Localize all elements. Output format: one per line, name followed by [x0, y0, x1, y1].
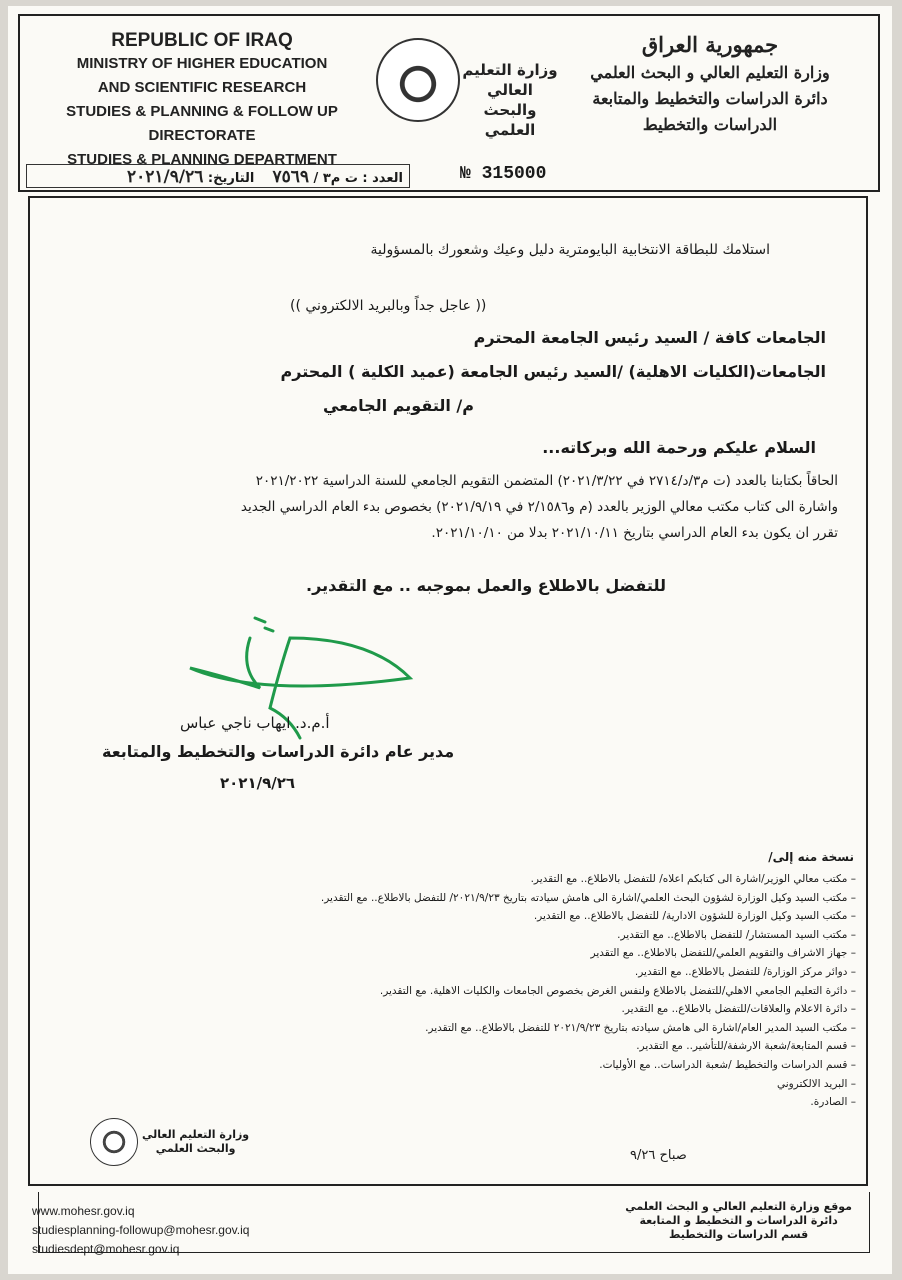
ministry-emblem-logo: [376, 38, 460, 122]
cc-heading: نسخة منه إلى/: [768, 850, 854, 864]
urgent-notice: (( عاجل جداً وبالبريد الالكتروني )): [290, 298, 487, 314]
emblem-caption: [460, 60, 560, 140]
typist-initials: صباح ٩/٢٦: [630, 1148, 687, 1163]
address-line-2: الجامعات(الكليات الاهلية) /السيد رئيس الجامعة (عميد الكلية ) المحترم: [280, 362, 826, 381]
cc-item: – مكتب معالي الوزير/اشارة الى كتابكم اعلاه/ للتفضل بالاطلاع.. مع التقدير.: [156, 870, 856, 889]
ar-department-line: الدراسات والتخطيط: [642, 115, 778, 134]
cc-item: – دوائر مركز الوزارة/ للتفضل بالاطلاع.. مع التقدير.: [156, 963, 856, 982]
ar-ministry-line: وزارة التعليم العالي و البحث العلمي: [590, 63, 830, 82]
footer-emblem-line-2: والبحث العلمي: [155, 1142, 236, 1155]
cc-item: – مكتب السيد المدير العام/اشارة الى هامش سيادته بتاريخ ٢٠٢١/٩/٢٣ للتفضل بالاطلاع.. مع التقدير.: [156, 1019, 856, 1038]
cc-item: – دائرة الاعلام والعلاقات/للتفضل بالاطلاع.. مع التقدير.: [156, 1000, 856, 1019]
footer-arabic-address: [625, 1200, 852, 1242]
letterhead: [18, 14, 880, 192]
serial-number: № 315000: [460, 164, 547, 184]
closing-line: للتفضل بالاطلاع والعمل بموجبه .. مع التقدير.: [306, 576, 666, 595]
footer-ar-line-2: دائرة الدراسات و التخطيط و المتابعة: [639, 1214, 838, 1227]
letter-body: [28, 196, 868, 1186]
signatory-name: أ.م.د. ايهاب ناجي عباس: [180, 714, 330, 732]
cc-list: [156, 870, 856, 1112]
cc-item: – البريد الالكتروني: [156, 1075, 856, 1094]
cc-item: – مكتب السيد وكيل الوزارة للشؤون الادارية/ للتفضل بالاطلاع.. مع التقدير.: [156, 907, 856, 926]
greeting: السلام عليكم ورحمة الله وبركاته...: [542, 438, 816, 457]
ref-label: العدد : ت م٣ /: [313, 171, 403, 186]
cc-item: – جهاز الاشراف والتقويم العلمي/للتفضل بالاطلاع.. مع التقدير: [156, 944, 856, 963]
footer-emblem-logo: [90, 1118, 138, 1166]
en-ministry-line-2: AND SCIENTIFIC RESEARCH: [97, 79, 307, 96]
footer-ar-line-3: قسم الدراسات والتخطيط: [669, 1228, 809, 1241]
paragraph-line-1: الحاقاً بكتابنا بالعدد (ت م٣/د/٢٧١٤ في ٢٠٢١/٣/٢٢) المتضمن التقويم الجامعي للسنة الدراسية ٢٠٢١/٢٠٢٢: [255, 473, 838, 489]
ar-republic-title: جمهورية العراق: [641, 32, 779, 57]
date-label: التاريخ:: [207, 171, 255, 186]
ref-number: ٧٥٦٩: [272, 167, 310, 187]
signature-date: ٢٠٢١/٩/٢٦: [220, 774, 296, 792]
en-directorate-line: STUDIES & PLANNING & FOLLOW UP DIRECTORATE: [66, 103, 338, 144]
subject-reference: م/ التقويم الجامعي: [323, 396, 474, 415]
cc-item: – الصادرة.: [156, 1093, 856, 1112]
emblem-caption-line-1: وزارة التعليم العالي: [462, 61, 558, 99]
en-republic-title: REPUBLIC OF IRAQ: [111, 30, 293, 51]
body-paragraph: [58, 468, 838, 546]
english-letterhead: [22, 30, 382, 172]
email-link-followup[interactable]: studiesplanning-followup@mohesr.gov.iq: [32, 1223, 250, 1237]
ar-directorate-line: دائرة الدراسات والتخطيط والمتابعة: [592, 89, 828, 108]
paragraph-line-2: واشارة الى كتاب مكتب معالي الوزير بالعدد (م و٢/١٥٨٦ في ٢٠٢١/٩/١٩) بخصوص بدء العام الدراسي الجديد: [240, 499, 838, 515]
website-link[interactable]: www.mohesr.gov.iq: [32, 1204, 135, 1218]
en-ministry-line-1: MINISTRY OF HIGHER EDUCATION: [76, 55, 328, 72]
cc-item: – قسم الدراسات والتخطيط /شعبة الدراسات.. مع الأوليات.: [156, 1056, 856, 1075]
handwritten-signature: [170, 608, 420, 758]
arabic-letterhead: [560, 30, 860, 138]
subject-line: استلامك للبطاقة الانتخابية البايومترية دليل وعيك وشعورك بالمسؤولية: [370, 242, 770, 258]
emblem-caption-line-2: والبحث العلمي: [483, 101, 537, 139]
footer-ar-line-1: موقع وزارة التعليم العالي و البحث العلمي: [625, 1200, 852, 1213]
letter-sheet: [8, 6, 892, 1274]
reference-row: [20, 164, 878, 190]
cc-item: – مكتب السيد المستشار/ للتفضل بالاطلاع.. مع التقدير.: [156, 926, 856, 945]
paragraph-line-3: تقرر ان يكون بدء العام الدراسي بتاريخ ٢٠٢١/١٠/١١ بدلا من ٢٠٢١/١٠/١٠.: [431, 525, 838, 541]
footer-emblem-caption: [142, 1128, 249, 1156]
cc-item: – دائرة التعليم الجامعي الاهلي/للتفضل بالاطلاع ولنفس الغرض بخصوص الجامعات والكليات الاهلية. مع التقدير.: [156, 982, 856, 1001]
cc-item: – قسم المتابعة/شعبة الارشفة/للتأشير.. مع التقدير.: [156, 1037, 856, 1056]
en-department-line: STUDIES & PLANNING DEPARTMENT: [67, 151, 337, 168]
footer-contacts: [32, 1202, 249, 1259]
footer-emblem-line-1: وزارة التعليم العالي: [142, 1128, 250, 1141]
signatory-title: مدير عام دائرة الدراسات والتخطيط والمتابعة: [102, 742, 455, 761]
cc-item: – مكتب السيد وكيل الوزارة لشؤون البحث العلمي/اشارة الى هامش سيادته بتاريخ ٢٠٢١/٩/٢٣/ للتفضل بالاطلاع.. مع التقدير.: [156, 889, 856, 908]
reference-box: [26, 164, 410, 188]
address-line-1: الجامعات كافة / السيد رئيس الجامعة المحترم: [473, 328, 826, 347]
email-link-studies[interactable]: studiesdept@mohesr.gov.iq: [32, 1242, 180, 1256]
date-value: ٢٠٢١/٩/٢٦: [127, 167, 204, 187]
